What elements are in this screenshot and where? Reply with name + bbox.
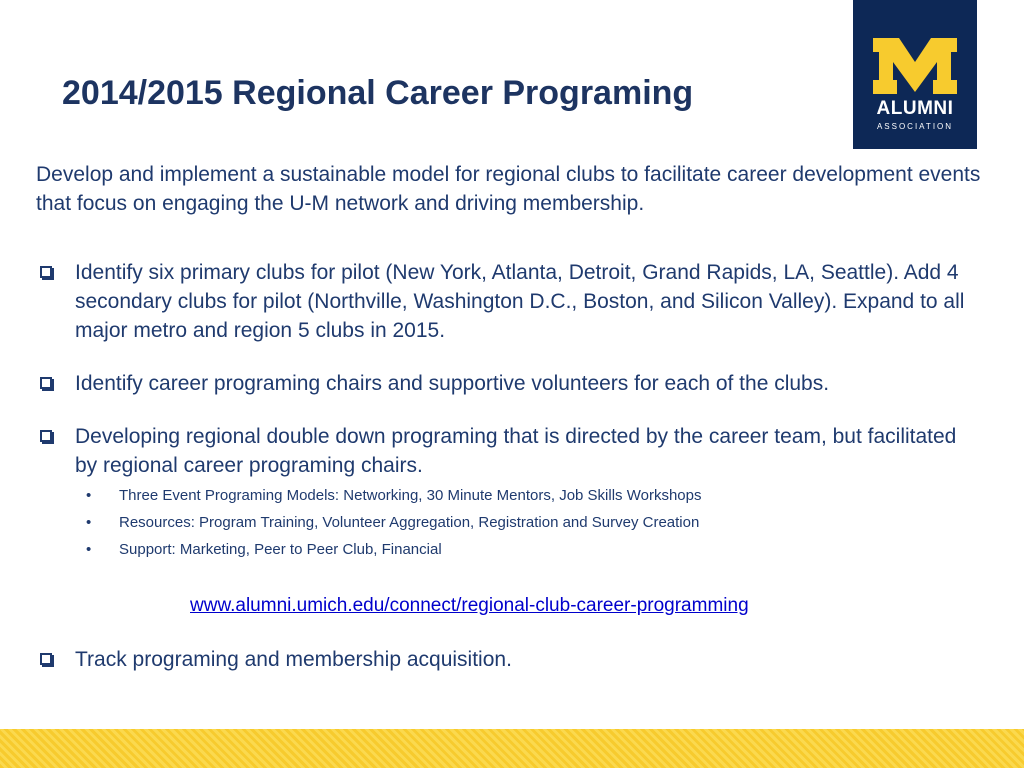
- bullet-item: [36, 645, 976, 674]
- bullet-item: [36, 422, 976, 480]
- sub-bullet-item: [86, 514, 986, 531]
- sub-bullet-item: [86, 487, 986, 504]
- bullet-dot-icon: •: [86, 487, 92, 504]
- sub-bullet-text: Support: Marketing, Peer to Peer Club, Financial: [119, 541, 442, 558]
- logo-association-text: ASSOCIATION: [876, 122, 954, 131]
- sub-bullet-item: [86, 541, 986, 558]
- slide-title: 2014/2015 Regional Career Programing: [62, 74, 694, 112]
- intro-paragraph: Develop and implement a sustainable model for regional clubs to facilitate career development events that focus on engaging the U-M network and driving membership.: [36, 163, 981, 215]
- checkbox-bullet-icon: [40, 430, 52, 442]
- block-m-icon: [853, 0, 977, 100]
- checkbox-bullet-icon: [40, 266, 52, 278]
- bullet-dot-icon: •: [86, 514, 92, 531]
- bullet-text: Identify career programing chairs and supportive volunteers for each of the clubs.: [75, 372, 830, 395]
- bullet-dot-icon: •: [86, 541, 92, 558]
- career-programming-link[interactable]: www.alumni.umich.edu/connect/regional-club-career-programming: [190, 595, 749, 616]
- logo-alumni-text: ALUMNI: [876, 98, 954, 119]
- bullet-text: Developing regional double down programing that is directed by the career team, but facilitated by regional career programing chairs.: [75, 425, 957, 477]
- bullet-item: [36, 369, 976, 398]
- sub-bullet-text: Resources: Program Training, Volunteer Aggregation, Registration and Survey Creation: [119, 514, 700, 531]
- bullet-item: [36, 258, 976, 345]
- checkbox-bullet-icon: [40, 653, 52, 665]
- alumni-association-logo: [853, 0, 977, 149]
- sub-bullet-text: Three Event Programing Models: Networking, 30 Minute Mentors, Job Skills Workshops: [119, 487, 702, 504]
- footer-maize-stripe: [0, 729, 1024, 768]
- checkbox-bullet-icon: [40, 377, 52, 389]
- bullet-text: Identify six primary clubs for pilot (New York, Atlanta, Detroit, Grand Rapids, LA, Seattle). Add 4 secondary clubs for pilot (Northville, Washington D.C., Boston, and Silicon Valley). Expand to all major metro and region 5 clubs in 2015.: [75, 261, 965, 342]
- bullet-text: Track programing and membership acquisition.: [75, 648, 512, 671]
